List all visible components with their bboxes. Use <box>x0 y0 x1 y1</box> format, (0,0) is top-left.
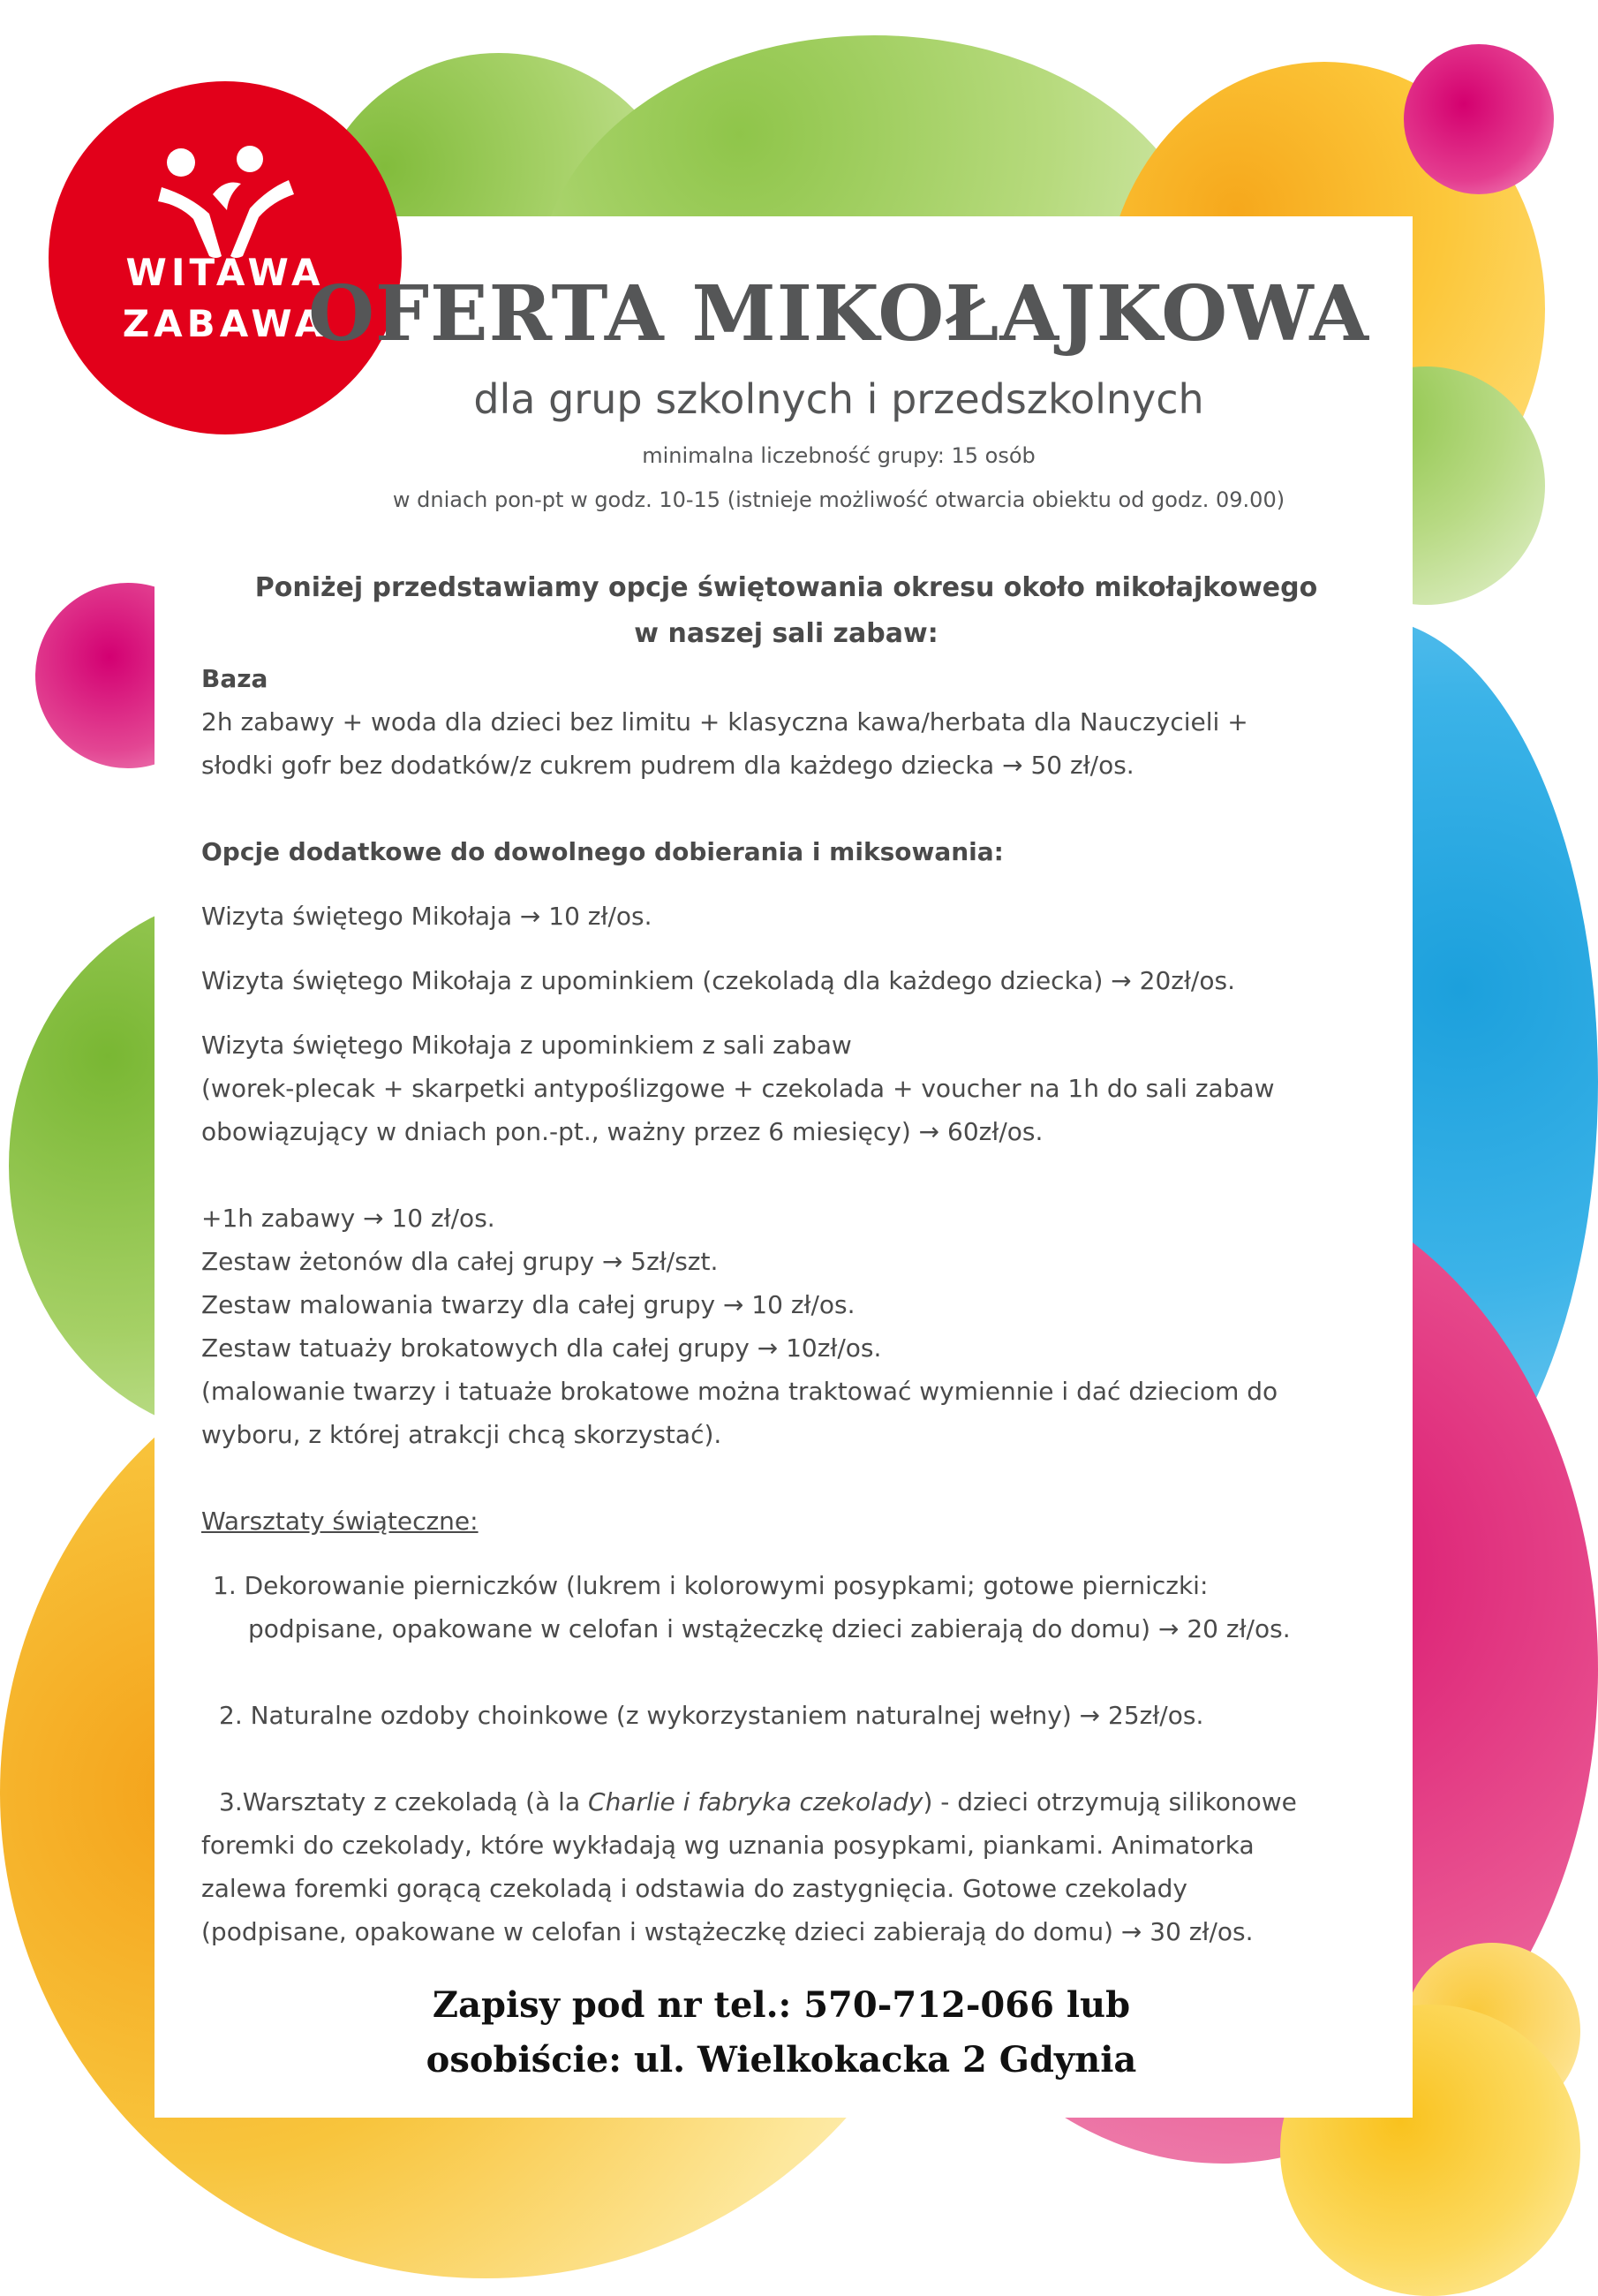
intro-line-1: Poniżej przedstawiamy opcje świętowania okresu około mikołajkowego <box>254 572 1318 603</box>
base-line-2: słodki gofr bez dodatków/z cukrem pudrem dla każdego dziecka → 50 zł/os. <box>201 751 1134 780</box>
contact-footer <box>265 1978 1298 2088</box>
contact-phone: Zapisy pod nr tel.: 570-712-066 lub <box>432 1984 1131 2026</box>
page-title: OFERTA MIKOŁAJKOWA <box>308 269 1369 359</box>
workshop-1-line-1: 1. Dekorowanie pierniczków (lukrem i kolorowymi posypkami; gotowe pierniczki: <box>213 1571 1209 1600</box>
logo-text-witawa: WITAWA <box>125 251 325 294</box>
option-santa-visit: Wizyta świętego Mikołaja → 10 zł/os. <box>201 902 652 931</box>
offer-content <box>201 565 1384 1953</box>
workshop-3-line-2: foremki do czekolady, które wykładają wg uznania posypkami, piankami. Animatorka <box>201 1831 1255 1860</box>
logo-text-zabawa: ZABAWA <box>122 302 328 345</box>
opening-hours: w dniach pon-pt w godz. 10-15 (istnieje możliwość otwarcia obiektu od godz. 09.00) <box>392 487 1285 512</box>
options-note-2: wyboru, z której atrakcji chcą skorzystać). <box>201 1420 722 1449</box>
option-glitter-tattoos: Zestaw tatuaży brokatowych dla całej grupy → 10zł/os. <box>201 1333 882 1363</box>
workshop-3-suffix: ) - dzieci otrzymują silikonowe <box>923 1787 1297 1816</box>
option-extra-hour: +1h zabawy → 10 zł/os. <box>201 1204 495 1233</box>
option-santa-visit-playroom-gift-2: (worek-plecak + skarpetki antypoślizgowe + czekolada + voucher na 1h do sali zabaw <box>201 1074 1275 1103</box>
intro-line-2: w naszej sali zabaw: <box>634 618 938 649</box>
bg-circle-magenta-top-right <box>1404 44 1554 194</box>
workshop-3-title: Charlie i fabryka czekolady <box>588 1787 923 1816</box>
workshop-3-line-1 <box>201 1780 1384 1824</box>
min-group-size: minimalna liczebność grupy: 15 osób <box>642 443 1036 468</box>
option-tokens: Zestaw żetonów dla całej grupy → 5zł/szt. <box>201 1247 719 1276</box>
workshop-3-line-4: (podpisane, opakowane w celofan i wstążeczkę dzieci zabierają do domu) → 30 zł/os. <box>201 1917 1254 1946</box>
option-face-painting: Zestaw malowania twarzy dla całej grupy → 10 zł/os. <box>201 1290 856 1319</box>
logo-figures-icon <box>155 143 296 262</box>
base-line-1: 2h zabawy + woda dla dzieci bez limitu + klasyczna kawa/herbata dla Nauczycieli + <box>201 707 1248 736</box>
option-santa-visit-gift: Wizyta świętego Mikołaja z upominkiem (czekoladą dla każdego dziecka) → 20zł/os. <box>201 966 1235 995</box>
workshop-3-line-3: zalewa foremki gorącą czekoladą i odstawia do zastygnięcia. Gotowe czekolady <box>201 1874 1187 1903</box>
option-santa-visit-playroom-gift-3: obowiązujący w dniach pon.-pt., ważny przez 6 miesięcy) → 60zł/os. <box>201 1117 1044 1146</box>
options-note-1: (malowanie twarzy i tatuaże brokatowe można traktować wymiennie i dać dzieciom do <box>201 1377 1278 1406</box>
option-santa-visit-playroom-gift-1: Wizyta świętego Mikołaja z upominkiem z sali zabaw <box>201 1031 852 1060</box>
workshops-heading: Warsztaty świąteczne: <box>201 1507 479 1536</box>
workshop-3-prefix: 3.Warsztaty z czekoladą (à la <box>219 1787 589 1816</box>
base-heading: Baza <box>201 664 268 693</box>
workshop-2: 2. Naturalne ozdoby choinkowe (z wykorzystaniem naturalnej wełny) → 25zł/os. <box>219 1701 1204 1730</box>
workshop-1-line-2: podpisane, opakowane w celofan i wstążeczkę dzieci zabierają do domu) → 20 zł/os. <box>248 1614 1291 1643</box>
options-heading: Opcje dodatkowe do dowolnego dobierania i miksowania: <box>201 837 1004 866</box>
page-subtitle: dla grup szkolnych i przedszkolnych <box>473 375 1204 423</box>
contact-address: osobiście: ul. Wielkokacka 2 Gdynia <box>426 2039 1137 2081</box>
